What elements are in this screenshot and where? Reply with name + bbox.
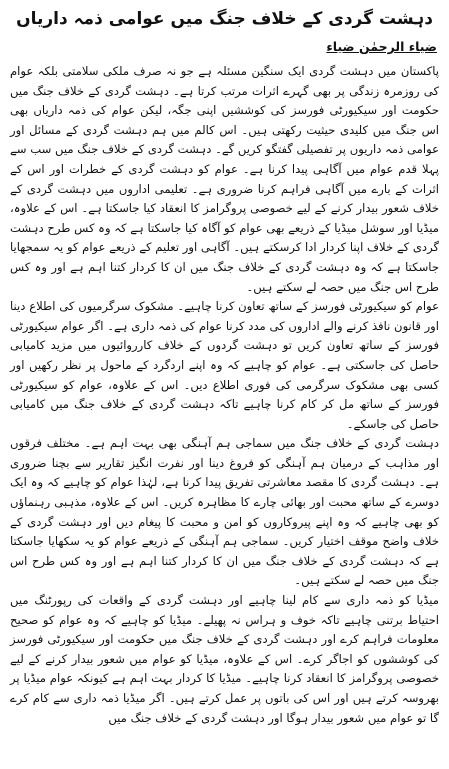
- paragraph-4: میڈیا کو ذمہ داری سے کام لینا چاہیے اور دہشت گردی کے واقعات کی رپورٹنگ میں احتیاط برتنی چاہیے تاکہ خوف و ہراس نہ پھیلے۔ میڈیا کو چاہیے کہ وہ عوام کو صحیح معلومات فراہم کرے اور دہشت گردی کے خلاف جنگ میں حکومت اور سیکیورٹی فورسز کی کوششوں کو اجاگر کرے۔ اس کے علاوہ، میڈیا کو عوام میں شعور بیدار کرنے کے لیے خصوصی پروگرامز کا انعقاد کرنا چاہیے۔ میڈیا کا کردار بہت اہم ہے کیونکہ عوام میڈیا پر بھروسہ کرتے ہیں اور اس کی باتوں پر عمل کرتے ہیں۔ اگر میڈیا ذمہ داری سے کام کرے گا تو عوام میں شعور بیدار ہوگا اور دہشت گردی کے خلاف جنگ میں: [10, 593, 439, 725]
- paragraph-2: عوام کو سیکیورٹی فورسز کے ساتھ تعاون کرنا چاہیے۔ مشکوک سرگرمیوں کی اطلاع دینا اور قانون نافذ کرنے والے اداروں کی مدد کرنا عوام کی ذمہ داری ہے۔ اگر عوام سیکیورٹی فورسز کے ساتھ تعاون کریں تو دہشت گردوں کے خلاف کارروائیوں میں مزید کامیابی حاصل کی جاسکتی ہے۔ عوام کو چاہیے کہ وہ اپنے اردگرد کے ماحول پر نظر رکھیں اور کسی بھی مشکوک سرگرمی کی فوری اطلاع دیں۔ اس کے علاوہ، عوام کو سیکیورٹی فورسز کے ساتھ مل کر کام کرنا چاہیے تاکہ دہشت گردی کے خلاف جنگ میں کامیابی حاصل کی جاسکے۔: [10, 299, 439, 431]
- paragraph-1: پاکستان میں دہشت گردی ایک سنگین مسئلہ ہے جو نہ صرف ملکی سلامتی بلکہ عوام کی روزمرہ زندگی پر بھی گہرے اثرات مرتب کرتا ہے۔ دہشت گردی کے خلاف جنگ میں حکومت اور سیکیورٹی فورسز کی کوششیں اپنی جگہ، لیکن عوام کی ذمہ داریاں بھی اس جنگ میں کلیدی حیثیت رکھتی ہیں۔ اس کالم میں ہم دہشت گردی کے مسائل اور عوامی ذمہ داریوں پر تفصیلی گفتگو کریں گے۔ دہشت گردی کے خلاف جنگ میں سب سے پہلا قدم عوام میں آگاہی پیدا کرنا ہے۔ عوام کو دہشت گردی کے خطرات اور اس کے اثرات کے بارے میں آگاہی فراہم کرنا ضروری ہے۔ تعلیمی اداروں میں دہشت گردی کے خلاف شعور بیدار کرنے کے لیے خصوصی پروگرامز کا انعقاد کیا جاسکتا ہے۔ اس کے علاوہ، میڈیا اور سوشل میڈیا کے ذریعے بھی عوام کو آگاہ کیا جاسکتا ہے کہ وہ کس طرح دہشت گردی کے خلاف اپنا کردار ادا کرسکتے ہیں۔ آگاہی اور تعلیم کے ذریعے عوام کو یہ سمجھایا جاسکتا ہے کہ وہ دہشت گردی کے خلاف جنگ میں ان کا کردار کتنا اہم ہے اور وہ کس طرح اس جنگ میں حصہ لے سکتے ہیں۔: [10, 64, 439, 294]
- paragraph-3: دہشت گردی کے خلاف جنگ میں سماجی ہم آہنگی بھی بہت اہم ہے۔ مختلف فرقوں اور مذاہب کے درمیان ہم آہنگی کو فروغ دینا اور نفرت انگیز تقاریر سے بچنا ضروری ہے۔ دہشت گردی کا مقصد معاشرتی تفریق پیدا کرنا ہے، لہٰذا عوام کو چاہیے کہ وہ ایک دوسرے کے ساتھ محبت اور بھائی چارے کا مظاہرہ کریں۔ اس کے علاوہ، مذہبی رہنماؤں کو بھی چاہیے کہ وہ اپنے پیروکاروں کو امن و محبت کا پیغام دیں اور دہشت گردی کے خلاف واضح موقف اختیار کریں۔ سماجی ہم آہنگی کے ذریعے عوام کو یہ سکھایا جاسکتا ہے کہ دہشت گردی کے خلاف جنگ میں ان کا کردار کتنا اہم ہے اور وہ کس طرح اس جنگ میں حصہ لے سکتے ہیں۔: [10, 436, 439, 588]
- article-title: دہشت گردی کے خلاف جنگ میں عوامی ذمہ داریاں: [16, 9, 433, 29]
- author-byline: ضیاء الرحمٰن ضیاء: [326, 39, 437, 54]
